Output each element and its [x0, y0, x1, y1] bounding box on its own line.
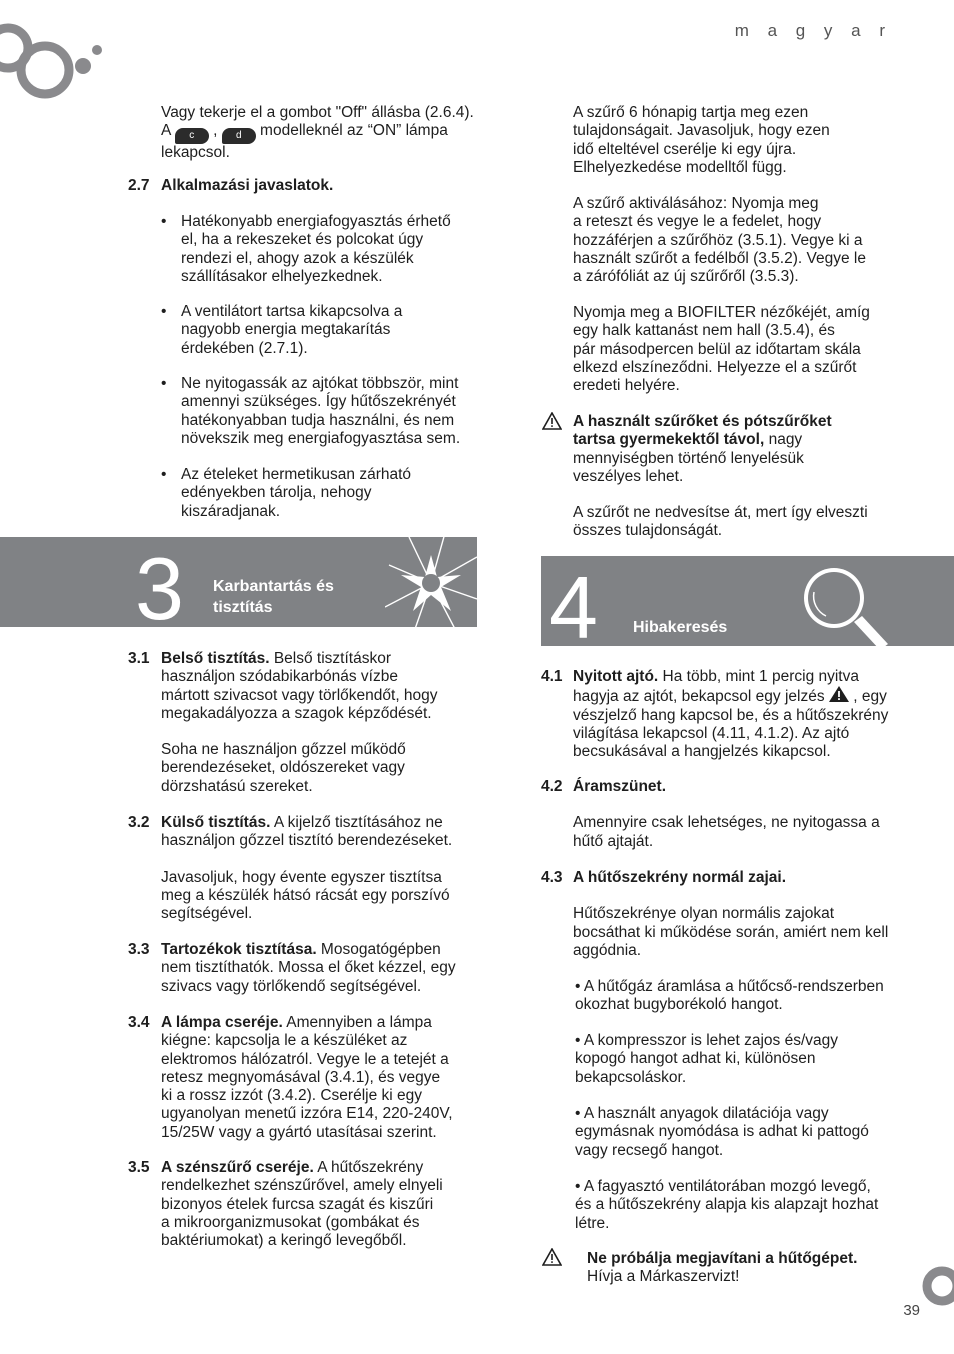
item-body-a: Ha több, mint 1 percig nyitva hagyja az ajtót, bekapcsol egy jelzés [573, 668, 859, 706]
item-body: Mosogatógépben nem tisztíthatók. Mossa el őket kézzel, egy szivacs vagy törlőkendő segítségével. [161, 941, 456, 995]
item-body: Belső tisztításkor használjon szódabikarbónás vízbe mártott szivacsot vagy törlőkendőt, hogy megakadályozza a szagok képződését. [161, 650, 438, 722]
intro-comma: , [213, 122, 218, 140]
section-3-banner [0, 537, 477, 627]
warning-bold: Ne próbálja megjavítani a hűtőgépet. [587, 1250, 858, 1267]
section-number: 3 [135, 539, 184, 627]
list-item [161, 375, 481, 466]
warning-bold: A használt szűrőket és pótszűrőket tartsa gyermekektől távol, [573, 413, 832, 449]
section-3-3 [128, 941, 478, 996]
page-number: 39 [903, 1302, 920, 1319]
model-d-icon: d [222, 128, 256, 144]
list-item [161, 303, 481, 375]
section-4-3 [541, 869, 921, 960]
alarm-warning-icon [829, 686, 849, 702]
magnifier-icon [796, 564, 896, 646]
item-text [161, 1159, 478, 1250]
bullet-mark: • [161, 213, 167, 230]
item-number: 4.3 [541, 869, 563, 886]
item-text [161, 1014, 478, 1142]
section-3-5 [128, 1159, 478, 1250]
section-3-2 [128, 814, 478, 923]
item-number: 4.2 [541, 778, 563, 795]
item-text [161, 650, 478, 723]
item-text [573, 668, 921, 761]
item-number: 3.5 [128, 1159, 150, 1176]
section-number: 2.7 [128, 177, 150, 194]
list-item-text: Ne nyitogassák az ajtókat többször, mint amennyi szükséges. Így hűtőszekrényét hatékonyabban tudja használni, és nem növekszik meg energiafogyasztása sem. [181, 375, 461, 447]
filter-life-paragraph: A szűrő 6 hónapig tartja meg ezen tulajdonságait. Javasoljuk, hogy ezen idő elteltével cserélje ki egy újra. Elhelyezkedése modelltől függ. [573, 104, 830, 176]
item-body: A kijelző tisztításához ne használjon gőzzel tisztító berendezéseket. [161, 814, 453, 850]
section-4-2 [541, 778, 921, 851]
brand-circles-logo [0, 20, 110, 105]
item-bold: Tartozékok tisztítása. [161, 941, 317, 958]
bullet-mark: • [161, 466, 167, 483]
item-extra: Soha ne használjon gőzzel működő berendezéseket, oldószereket vagy dörzshatású szereket. [161, 741, 406, 795]
list-item: • A használt anyagok dilatációja vagy egymásnak nyomódása is adhat ki pattogó vagy recsegő hangot. [575, 1105, 869, 1159]
noise-bullet-list [575, 978, 920, 1233]
list-item: • A kompresszor is lehet zajos és/vagy kopogó hangot adhat ki, különösen bekapcsoláskor. [575, 1032, 839, 1086]
bullet-mark: • [161, 375, 167, 392]
item-text [161, 814, 478, 851]
item-number: 3.2 [128, 814, 150, 831]
biofilter-paragraph: Nyomja meg a BIOFILTER nézőkéjét, amíg egy halk kattanást nem hall (3.5.4), és pár másodpercen belül az időtartam skála elkezd elszíneződni. Helyezze el a szűrőt eredeti helyére. [573, 304, 870, 395]
section-title: Alkalmazási javaslatok. [161, 177, 334, 194]
warning-text: nagy mennyiségben történő lenyelésük veszélyes lehet. [573, 431, 804, 485]
filter-activation-paragraph: A szűrő aktiválásához: Nyomja meg a reteszt és vegye le a fedelet, hogy hozzáférjen a szűrőhöz (3.5.1). Vegye ki a használt szűrőt a fedélből (3.5.2). Vegye le a zárófóliát az új szűrőről (3.5.3). [573, 195, 866, 286]
item-bold: A hűtőszekrény normál zajai. [573, 869, 787, 886]
list-item [161, 466, 481, 526]
item-number: 3.1 [128, 650, 150, 667]
list-item-text: Hatékonyabb energiafogyasztás érhető el, ha a rekeszeket és polcokat úgy rendezi el, ahogy azok a készülék szállításakor elhelyezkednek. [181, 213, 451, 285]
item-body: A hűtőszekrény rendelkezhet szénszűrővel, amely elnyeli bizonyos ételek furcsa szagát és kiszűri a mikroorganizmusokat (gombákat és baktériumokat) a keringő levegőből. [161, 1159, 443, 1250]
section-title: Karbantartás és tisztítás [213, 578, 334, 616]
item-bold: A lámpa cseréje. [161, 1014, 283, 1031]
item-text: Hűtőszekrénye olyan normális zajokat bocsáthat ki működése során, amiért nem kell aggódnia. [573, 905, 889, 959]
item-bold: Belső tisztítás. [161, 650, 270, 667]
item-body-b: , egy vészjelző hang kapcsol be, és a hűtőszekrény világítása lekapcsol (4.11, 4.1.2). Az ajtó becsukásával a hangjelzés kikapcsol. [573, 688, 889, 761]
item-bold: Nyitott ajtó. [573, 668, 659, 685]
item-bold: Külső tisztítás. [161, 814, 271, 831]
item-extra: Javasoljuk, hogy évente egyszer tisztítsa meg a készülék hátsó rácsát egy porszívó segítségével. [161, 868, 450, 923]
section-2-7-heading [128, 177, 478, 195]
bullet-list [161, 213, 481, 526]
section-3-1 [128, 650, 478, 796]
brand-circle-corner [920, 1264, 954, 1308]
section-3-4 [128, 1014, 478, 1142]
warning-text: Hívja a Márkaszervizt! [587, 1268, 740, 1286]
intro-text-a: Vagy tekerje el a gombot "Off" állásba (2.6.4). A [161, 104, 474, 140]
list-item [161, 213, 481, 303]
repair-warning [587, 1250, 917, 1287]
sparkle-icon [385, 537, 477, 627]
list-item-text: A ventilátort tartsa kikapcsolva a nagyobb energia megtakarítás érdekében (2.7.1). [181, 303, 403, 357]
item-number: 3.3 [128, 941, 150, 958]
intro-paragraph [161, 104, 481, 163]
filter-warning [573, 413, 913, 486]
list-item: • A hűtőgáz áramlása a hűtőcső-rendszerben okozhat bugyborékoló hangot. [575, 978, 884, 1014]
warning-triangle-icon [542, 1248, 562, 1266]
item-number: 4.1 [541, 668, 563, 685]
section-4-1 [541, 668, 921, 761]
intro-text-b: modelleknél az “ON” lámpa lekapcsol. [161, 122, 448, 162]
item-bold: A szénszűrő cseréje. [161, 1159, 314, 1176]
section-number: 4 [549, 558, 598, 646]
warning-triangle-icon [542, 412, 562, 430]
list-item: • A fagyasztó ventilátorában mozgó levegő, és a hűtőszekrény alapja kis alapzajt hozhat létre. [575, 1178, 879, 1232]
section-title: Hibakeresés [633, 619, 728, 636]
filter-moisture-paragraph: A szűrőt ne nedvesítse át, mert így elveszti összes tulajdonságát. [573, 504, 868, 540]
item-text [161, 941, 478, 996]
model-c-icon: c [175, 128, 209, 144]
item-body: Amennyiben a lámpa kiégne: kapcsolja le a készüléket az elektromos hálózatról. Vegye le a tetejét a retesz megnyomásával (3.4.1), és vegye ki a rossz izzót (3.4.2). Cserélje ki egy ugyanolyan menetű izzóra E14, 220-240V, 15/25W vagy a gyártó utasításai szerint. [161, 1014, 453, 1141]
item-number: 3.4 [128, 1014, 150, 1031]
language-label: m a g y a r [734, 21, 892, 40]
list-item-text: Az ételeket hermetikusan zárható edényekben tárolja, nehogy kiszáradjanak. [181, 466, 412, 520]
section-4-banner [541, 556, 954, 646]
item-bold: Áramszünet. [573, 778, 667, 795]
bullet-mark: • [161, 303, 167, 320]
item-text: Amennyire csak lehetséges, ne nyitogassa a hűtő ajtaját. [573, 814, 880, 850]
